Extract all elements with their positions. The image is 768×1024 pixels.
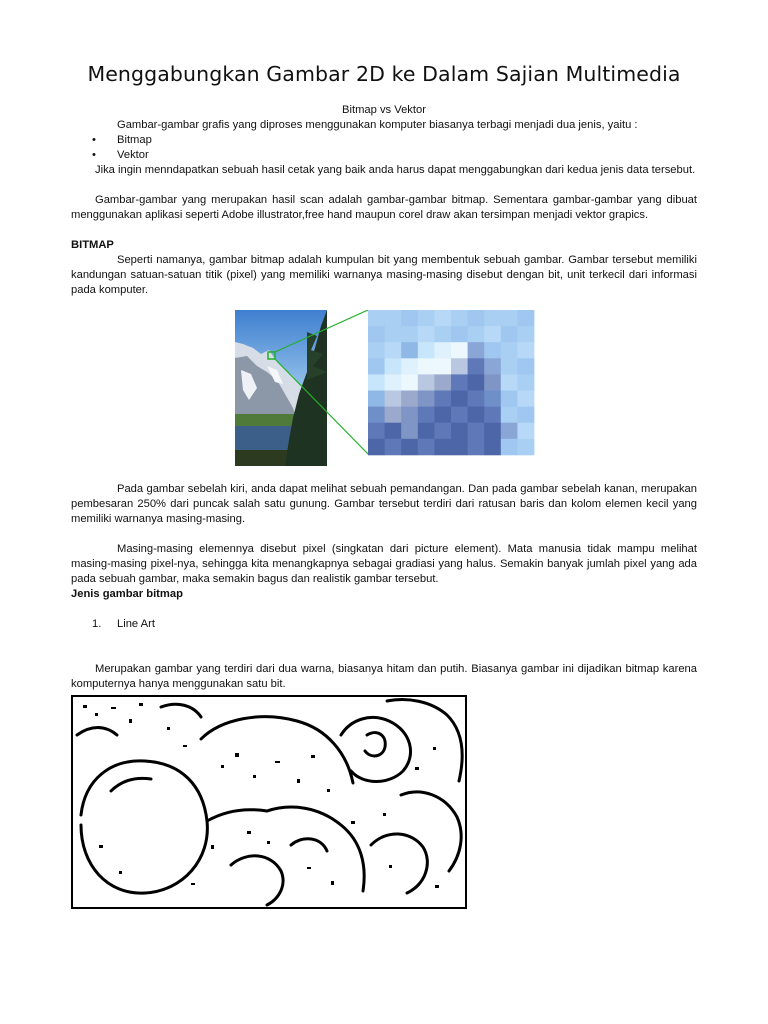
zoom-pixel — [468, 439, 485, 456]
zoom-pixel — [434, 374, 451, 391]
zoom-pixel — [401, 423, 418, 440]
zoom-pixel — [468, 374, 485, 391]
zoom-pixel — [517, 407, 534, 424]
document-body — [71, 103, 697, 914]
zoom-pixel — [468, 326, 485, 343]
bullet-icon: • — [92, 149, 96, 161]
zoom-pixel — [501, 407, 518, 424]
zoom-pixel — [501, 358, 518, 375]
zoom-pixel — [451, 423, 468, 440]
zoom-pixel — [368, 423, 385, 440]
zoom-pixel — [468, 342, 485, 359]
zoom-pixel — [385, 358, 402, 375]
zoom-pixel — [451, 358, 468, 375]
zoom-pixel — [385, 407, 402, 424]
bullet-list — [71, 133, 697, 163]
zoom-pixel — [418, 391, 435, 408]
zoom-pixel — [501, 391, 518, 408]
zoom-pixel — [401, 374, 418, 391]
zoom-pixel — [368, 342, 385, 359]
zoom-pixel — [484, 439, 501, 456]
zoom-pixel — [434, 407, 451, 424]
zoom-pixel — [501, 310, 518, 327]
zoom-pixel — [385, 391, 402, 408]
zoom-pixel — [401, 310, 418, 327]
zoom-pixel — [451, 310, 468, 327]
zoom-pixel — [401, 391, 418, 408]
zoom-pixel — [434, 310, 451, 327]
zoom-pixel — [468, 310, 485, 327]
zoom-pixel — [484, 326, 501, 343]
zoom-pixel — [451, 374, 468, 391]
bitmap-types-heading: Jenis gambar bitmap — [71, 588, 183, 600]
zoom-pixel — [517, 326, 534, 343]
zoom-pixel — [484, 391, 501, 408]
zoom-pixel — [484, 374, 501, 391]
combine-paragraph: Jika ingin menndapatkan sebuah hasil cetak yang baik anda harus dapat menggabungkan dari kedua jenis data tersebut. — [95, 164, 696, 176]
zoom-pixel — [434, 391, 451, 408]
zoom-illustration — [71, 310, 697, 468]
zoom-pixel — [385, 423, 402, 440]
line-art-figure — [71, 695, 697, 914]
list-item — [92, 133, 697, 148]
line-art-paragraph: Merupakan gambar yang terdiri dari dua warna, biasanya hitam dan putih. Biasanya gambar ini dijadikan bitmap karena komputernya hanya menggunakan satu bit. — [71, 663, 697, 690]
bitmap-paragraph: Seperti namanya, gambar bitmap adalah kumpulan bit yang membentuk sebuah gambar. Gambar tersebut memiliki kandungan satuan-satuan titik (pixel) yang memiliki warnanya masing-masing disebut dengan bit, unit terkecil dari informasi pada komputer. — [71, 254, 697, 296]
zoom-pixel — [418, 358, 435, 375]
list-item-label: Line Art — [117, 618, 155, 630]
zoom-pixel — [484, 310, 501, 327]
zoom-pixel — [418, 326, 435, 343]
zoom-pixel — [501, 374, 518, 391]
zoom-pixel — [501, 423, 518, 440]
zoom-pixel — [517, 358, 534, 375]
zoom-pixel — [385, 342, 402, 359]
zoom-pixel — [451, 391, 468, 408]
zoom-pixel — [368, 358, 385, 375]
zoom-pixel — [401, 439, 418, 456]
zoom-pixel — [501, 439, 518, 456]
zoom-pixel — [434, 423, 451, 440]
zoom-pixel — [451, 342, 468, 359]
zoom-pixel — [385, 439, 402, 456]
zoom-pixel — [484, 342, 501, 359]
list-item — [92, 617, 697, 632]
zoom-pixel — [418, 374, 435, 391]
zoom-pixel — [418, 310, 435, 327]
zoom-pixel — [434, 342, 451, 359]
zoom-pixel — [451, 439, 468, 456]
zoom-pixel — [401, 358, 418, 375]
zoom-pixel — [368, 407, 385, 424]
numbered-list — [71, 617, 697, 632]
zoom-pixel — [451, 326, 468, 343]
zoom-pixel — [501, 342, 518, 359]
list-item-label: Vektor — [117, 149, 149, 161]
scan-paragraph: Gambar-gambar yang merupakan hasil scan adalah gambar-gambar bitmap. Sementara gambar-gambar yang dibuat menggunakan aplikasi seperti Adobe illustrator,free hand maupun corel draw akan tersimpan menjadi vektor grapics. — [71, 194, 697, 221]
zoom-pixel — [385, 310, 402, 327]
zoom-pixel — [468, 423, 485, 440]
zoom-pixel — [368, 326, 385, 343]
zoom-pixel — [451, 407, 468, 424]
bullet-icon: • — [92, 134, 96, 146]
pixel-zoom-grid — [368, 310, 534, 455]
pixel-paragraph: Masing-masing elemennya disebut pixel (singkatan dari picture element). Mata manusia tidak mampu melihat masing-masing pixel-nya, sehingga kita menangkapnya sebagai gradiasi yang halus. Semakin banyak jumlah pixel yang ada pada sebuah gambar, maka semakin bagus dan realistik gambar tersebut. — [71, 543, 697, 585]
zoom-pixel — [385, 326, 402, 343]
zoom-pixel — [418, 342, 435, 359]
zoom-pixel — [434, 439, 451, 456]
zoom-pixel — [434, 326, 451, 343]
zoom-pixel — [385, 374, 402, 391]
intro-paragraph: Gambar-gambar grafis yang diproses menggunakan komputer biasanya terbagi menjadi dua jenis, yaitu : — [117, 119, 638, 131]
zoom-pixel — [368, 391, 385, 408]
figure-paragraph: Pada gambar sebelah kiri, anda dapat melihat sebuah pemandangan. Dan pada gambar sebelah kanan, merupakan pembesaran 250% dari puncak salah satu gunung. Gambar tersebut terdiri dari ratusan baris dan kolom elemen kecil yang memiliki warnanya masing-masing. — [71, 483, 697, 525]
zoom-pixel — [484, 407, 501, 424]
bitmap-zoom-figure — [71, 310, 697, 468]
zoom-pixel — [484, 423, 501, 440]
zoom-pixel — [434, 358, 451, 375]
zoom-pixel — [401, 326, 418, 343]
zoom-pixel — [368, 310, 385, 327]
zoom-pixel — [517, 423, 534, 440]
section-subtitle: Bitmap vs Vektor — [342, 104, 426, 116]
zoom-pixel — [401, 342, 418, 359]
zoom-pixel — [418, 439, 435, 456]
zoom-pixel — [517, 310, 534, 327]
list-item-label: Bitmap — [117, 134, 152, 146]
page-title: Menggabungkan Gambar 2D ke Dalam Sajian Multimedia — [87, 62, 681, 86]
zoom-pixel — [484, 358, 501, 375]
zoom-pixel — [517, 374, 534, 391]
zoom-pixel — [517, 342, 534, 359]
landscape-photo — [235, 310, 327, 466]
zoom-pixel — [517, 439, 534, 456]
zoom-pixel — [418, 407, 435, 424]
zoom-pixel — [418, 423, 435, 440]
line-art-image — [71, 695, 467, 909]
zoom-pixel — [401, 407, 418, 424]
zoom-pixel — [501, 326, 518, 343]
list-item — [92, 148, 697, 163]
zoom-pixel — [368, 374, 385, 391]
zoom-pixel — [517, 391, 534, 408]
bitmap-heading: BITMAP — [71, 239, 114, 251]
zoom-pixel — [468, 391, 485, 408]
list-number: 1. — [92, 618, 102, 630]
zoom-pixel — [468, 358, 485, 375]
zoom-pixel — [468, 407, 485, 424]
zoom-pixel — [368, 439, 385, 456]
